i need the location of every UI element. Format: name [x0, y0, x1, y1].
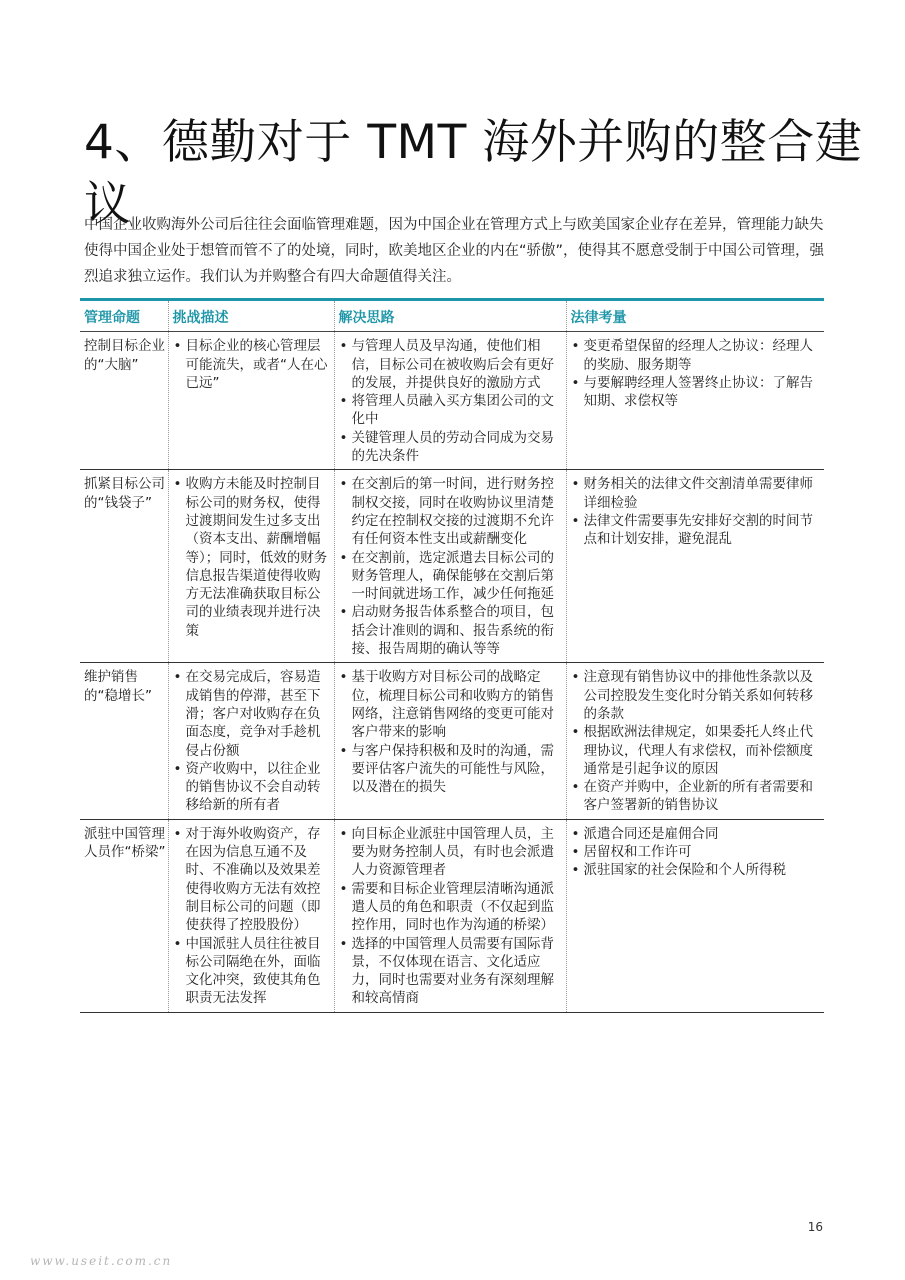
row-challenges: [168, 819, 334, 1012]
watermark: www.useit.com.cn: [30, 1254, 173, 1268]
bullet-item: • 与管理人员及早沟通，使他们相信，目标公司在被收购后会有更好的发展，并提供良好的激励方式: [338, 337, 563, 392]
table-row: [80, 663, 824, 819]
bullet-item: • 在资产并购中，企业新的所有者需要和客户签署新的销售协议: [570, 778, 822, 815]
bullet-item: • 选择的中国管理人员需要有国际背景，不仅体现在语言、文化适应力，同时也需要对业务有深刻理解和较高情商: [338, 935, 563, 1008]
bullet-item: • 将管理人员融入买方集团公司的文化中: [338, 392, 563, 429]
bullet-item: • 变更希望保留的经理人之协议：经理人的奖励、服务期等: [570, 337, 822, 374]
row-legal: [566, 663, 824, 819]
bullet-item: • 根据欧洲法律规定，如果委托人终止代理协议，代理人有求偿权，而补偿额度通常是引起争议的原因: [570, 723, 822, 778]
bullet-item: • 在交割后的第一时间，进行财务控制权交接，同时在收购协议里清楚约定在控制权交接的过渡期不允许有任何资本性支出或薪酬变化: [338, 475, 563, 548]
row-challenges: [168, 332, 334, 470]
bullet-item: • 法律文件需要事先安排好交割的时间节点和计划安排，避免混乱: [570, 512, 822, 549]
bullet-item: • 派遣合同还是雇佣合同: [570, 825, 822, 843]
table-row: [80, 470, 824, 663]
row-legal: [566, 470, 824, 663]
bullet-item: • 派驻国家的社会保险和个人所得税: [570, 861, 822, 879]
bullet-item: • 在交易完成后，容易造成销售的停滞，甚至下滑；客户对收购存在负面态度，竞争对手趁机侵占份额: [172, 668, 331, 759]
row-legal: [566, 332, 824, 470]
row-challenges: [168, 470, 334, 663]
row-solutions: [334, 819, 566, 1012]
bullet-item: • 需要和目标企业管理层清晰沟通派遣人员的角色和职责（不仅起到监控作用，同时也作为沟通的桥梁）: [338, 880, 563, 935]
header-challenges: 挑战描述: [168, 300, 334, 332]
bullet-item: • 关键管理人员的劳动合同成为交易的先决条件: [338, 429, 563, 466]
header-legal: 法律考量: [566, 300, 824, 332]
bullet-item: • 居留权和工作许可: [570, 843, 822, 861]
row-topic: 控制目标企业的“大脑”: [80, 332, 168, 470]
row-challenges: [168, 663, 334, 819]
page-number: 16: [807, 1220, 823, 1234]
row-topic: 抓紧目标公司的“钱袋子”: [80, 470, 168, 663]
table-header-row: [80, 300, 824, 332]
bullet-item: • 财务相关的法律文件交割清单需要律师详细检验: [570, 475, 822, 512]
bullet-item: • 注意现有销售协议中的排他性条款以及公司控股发生变化时分销关系如何转移的条款: [570, 668, 822, 723]
bullet-item: • 启动财务报告体系整合的项目，包括会计准则的调和、报告系统的衔接、报告周期的确认等等: [338, 603, 563, 658]
bullet-item: • 收购方未能及时控制目标公司的财务权，使得过渡期间发生过多支出（资本支出、薪酬增幅等）；同时，低效的财务信息报告渠道使得收购方无法准确获取目标公司的业绩表现并进行决策: [172, 475, 331, 640]
row-topic: 派驻中国管理人员作“桥梁”: [80, 819, 168, 1012]
page-title: 4、德勤对于 TMT 海外并购的整合建议: [84, 115, 863, 232]
bullet-item: • 与要解聘经理人签署终止协议：了解告知期、求偿权等: [570, 374, 822, 411]
integration-advice-table: [80, 298, 824, 1013]
row-solutions: [334, 332, 566, 470]
bullet-item: • 对于海外收购资产，存在因为信息互通不及时、不准确以及效果差使得收购方无法有效控制目标公司的问题（即使获得了控股股份）: [172, 825, 331, 935]
bullet-item: • 与客户保持积极和及时的沟通，需要评估客户流失的可能性与风险，以及潜在的损失: [338, 742, 563, 797]
row-solutions: [334, 470, 566, 663]
header-solutions: 解决思路: [334, 300, 566, 332]
bullet-item: • 向目标企业派驻中国管理人员，主要为财务控制人员，有时也会派遣人力资源管理者: [338, 825, 563, 880]
bullet-item: • 基于收购方对目标公司的战略定位，梳理目标公司和收购方的销售网络，注意销售网络的变更可能对客户带来的影响: [338, 668, 563, 741]
bullet-item: • 资产收购中，以往企业的销售协议不会自动转移给新的所有者: [172, 760, 331, 815]
table-row: [80, 332, 824, 470]
bullet-item: • 目标企业的核心管理层可能流失，或者“人在心已远”: [172, 337, 331, 392]
row-solutions: [334, 663, 566, 819]
bullet-item: • 在交割前，选定派遣去目标公司的财务管理人，确保能够在交割后第一时间就进场工作，减少任何拖延: [338, 549, 563, 604]
table-row: [80, 819, 824, 1012]
row-legal: [566, 819, 824, 1012]
row-topic: 维护销售的“稳增长”: [80, 663, 168, 819]
header-topic: 管理命题: [80, 300, 168, 332]
bullet-item: • 中国派驻人员往往被目标公司隔绝在外，面临文化冲突，致使其角色职责无法发挥: [172, 935, 331, 1008]
intro-paragraph: 中国企业收购海外公司后往往会面临管理难题，因为中国企业在管理方式上与欧美国家企业存在差异，管理能力缺失使得中国企业处于想管而管不了的处境，同时，欧美地区企业的内在“骄傲”，使得其不愿意受制于中国公司管理，强烈追求独立运作。我们认为并购整合有四大命题值得关注。: [84, 217, 825, 285]
